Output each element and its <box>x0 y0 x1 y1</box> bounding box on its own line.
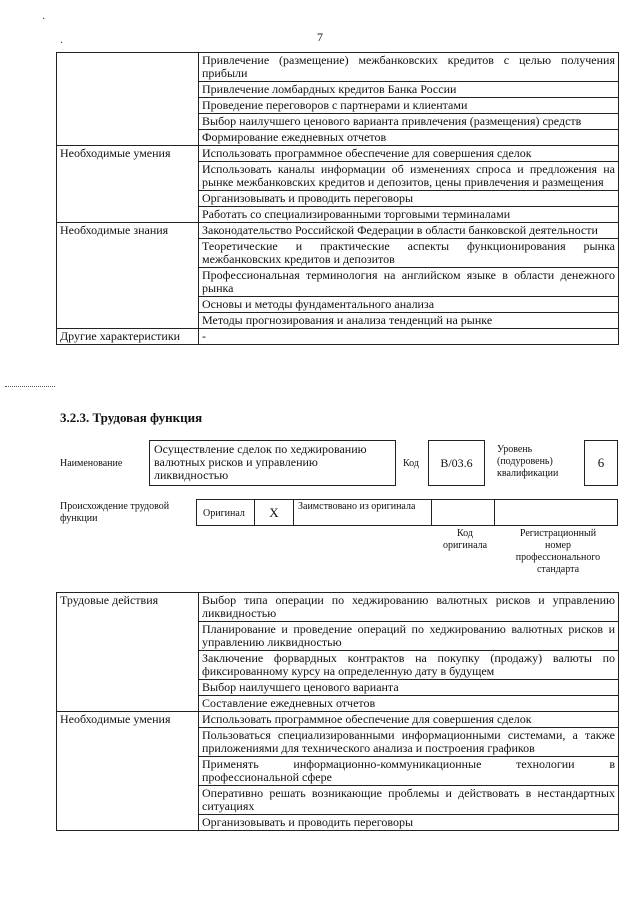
scan-mark: · <box>42 14 46 25</box>
table-cell: Методы прогнозирования и анализа тенденций на рынке <box>199 313 619 329</box>
name-label: Наименование <box>60 458 123 469</box>
level-value: 6 <box>597 455 605 470</box>
row-label: Необходимые умения <box>57 146 199 223</box>
level-label: Уровень (подуровень) квалификации <box>497 444 559 479</box>
reg-caption: Регистрационный номер профессионального стандарта <box>515 528 601 575</box>
row-label <box>57 53 199 146</box>
table-cell: Заключение форвардных контрактов на покупку (продажу) валюты по фиксированному курсу на определенную дату в будущем <box>199 651 619 680</box>
borrowed-cell <box>293 499 432 526</box>
level-box <box>584 440 618 486</box>
table-cell: Использовать программное обеспечение для совершения сделок <box>199 712 619 728</box>
table-cell: - <box>199 329 619 345</box>
table-cell: Использовать каналы информации об изменениях спроса и предложения на рынке межбанковских кредитов и депозитов, цены привлечения и размещения <box>199 162 619 191</box>
row-label: Необходимые умения <box>57 712 199 831</box>
table-cell: Теоретические и практические аспекты функционирования рынка межбанковских кредитов и депозитов <box>199 239 619 268</box>
table-row <box>57 53 619 82</box>
table-row <box>57 712 619 728</box>
scan-mark: · <box>60 38 64 49</box>
table-cell: Организовывать и проводить переговоры <box>199 815 619 831</box>
section-title: 3.2.3. Трудовая функция <box>60 410 203 425</box>
table-cell: Формирование ежедневных отчетов <box>199 130 619 146</box>
row-label: Трудовые действия <box>57 593 199 712</box>
code-original-cell <box>431 499 495 526</box>
origin-label: Происхождение трудовой функции <box>60 501 170 524</box>
table-cell: Выбор наилучшего ценового варианта привлечения (размещения) средств <box>199 114 619 130</box>
table-cell: Проведение переговоров с партнерами и клиентами <box>199 98 619 114</box>
table-cell: Составление ежедневных отчетов <box>199 696 619 712</box>
table-row <box>57 593 619 622</box>
borrowed-label: Заимствовано из оригинала <box>298 501 416 512</box>
table-cell: Оперативно решать возникающие проблемы и действовать в нестандартных ситуациях <box>199 786 619 815</box>
table-cell: Привлечение ломбардных кредитов Банка России <box>199 82 619 98</box>
table-row <box>57 146 619 162</box>
table-cell: Выбор наилучшего ценового варианта <box>199 680 619 696</box>
code-caption: Код оригинала <box>442 528 488 551</box>
code-box <box>428 440 485 486</box>
original-mark: X <box>269 505 279 520</box>
table-cell: Привлечение (размещение) межбанковских кредитов с целью получения прибыли <box>199 53 619 82</box>
code-label: Код <box>403 458 419 469</box>
function-name-box <box>149 440 396 486</box>
table-cell: Использовать программное обеспечение для совершения сделок <box>199 146 619 162</box>
table-cell: Законодательство Российской Федерации в области банковской деятельности <box>199 223 619 239</box>
reg-number-cell <box>494 499 618 526</box>
table-row <box>57 223 619 239</box>
competency-table-2 <box>56 592 619 831</box>
table-cell: Пользоваться специализированными информационными системами, а также приложениями для технического анализа и построения графиков <box>199 728 619 757</box>
table-cell: Применять информационно-коммуникационные технологии в профессиональной сфере <box>199 757 619 786</box>
row-label: Необходимые знания <box>57 223 199 329</box>
scan-dotted-line <box>5 386 55 387</box>
table-cell: Организовывать и проводить переговоры <box>199 191 619 207</box>
original-mark-cell <box>254 499 294 526</box>
table-row <box>57 329 619 345</box>
competency-table-1 <box>56 52 619 345</box>
code-value: B/03.6 <box>440 456 473 470</box>
original-cell <box>196 499 255 526</box>
original-label: Оригинал <box>203 508 245 519</box>
table-cell: Профессиональная терминология на английском языке в области денежного рынка <box>199 268 619 297</box>
page-number: 7 <box>317 30 323 44</box>
function-name: Осуществление сделок по хеджированию валютных рисков и управлению ликвидностью <box>154 442 367 482</box>
table-cell: Выбор типа операции по хеджированию валютных рисков и управлению ликвидностью <box>199 593 619 622</box>
table-cell: Планирование и проведение операций по хеджированию валютных рисков и управлению ликвидностью <box>199 622 619 651</box>
table-cell: Работать со специализированными торговыми терминалами <box>199 207 619 223</box>
row-label: Другие характеристики <box>57 329 199 345</box>
table-cell: Основы и методы фундаментального анализа <box>199 297 619 313</box>
